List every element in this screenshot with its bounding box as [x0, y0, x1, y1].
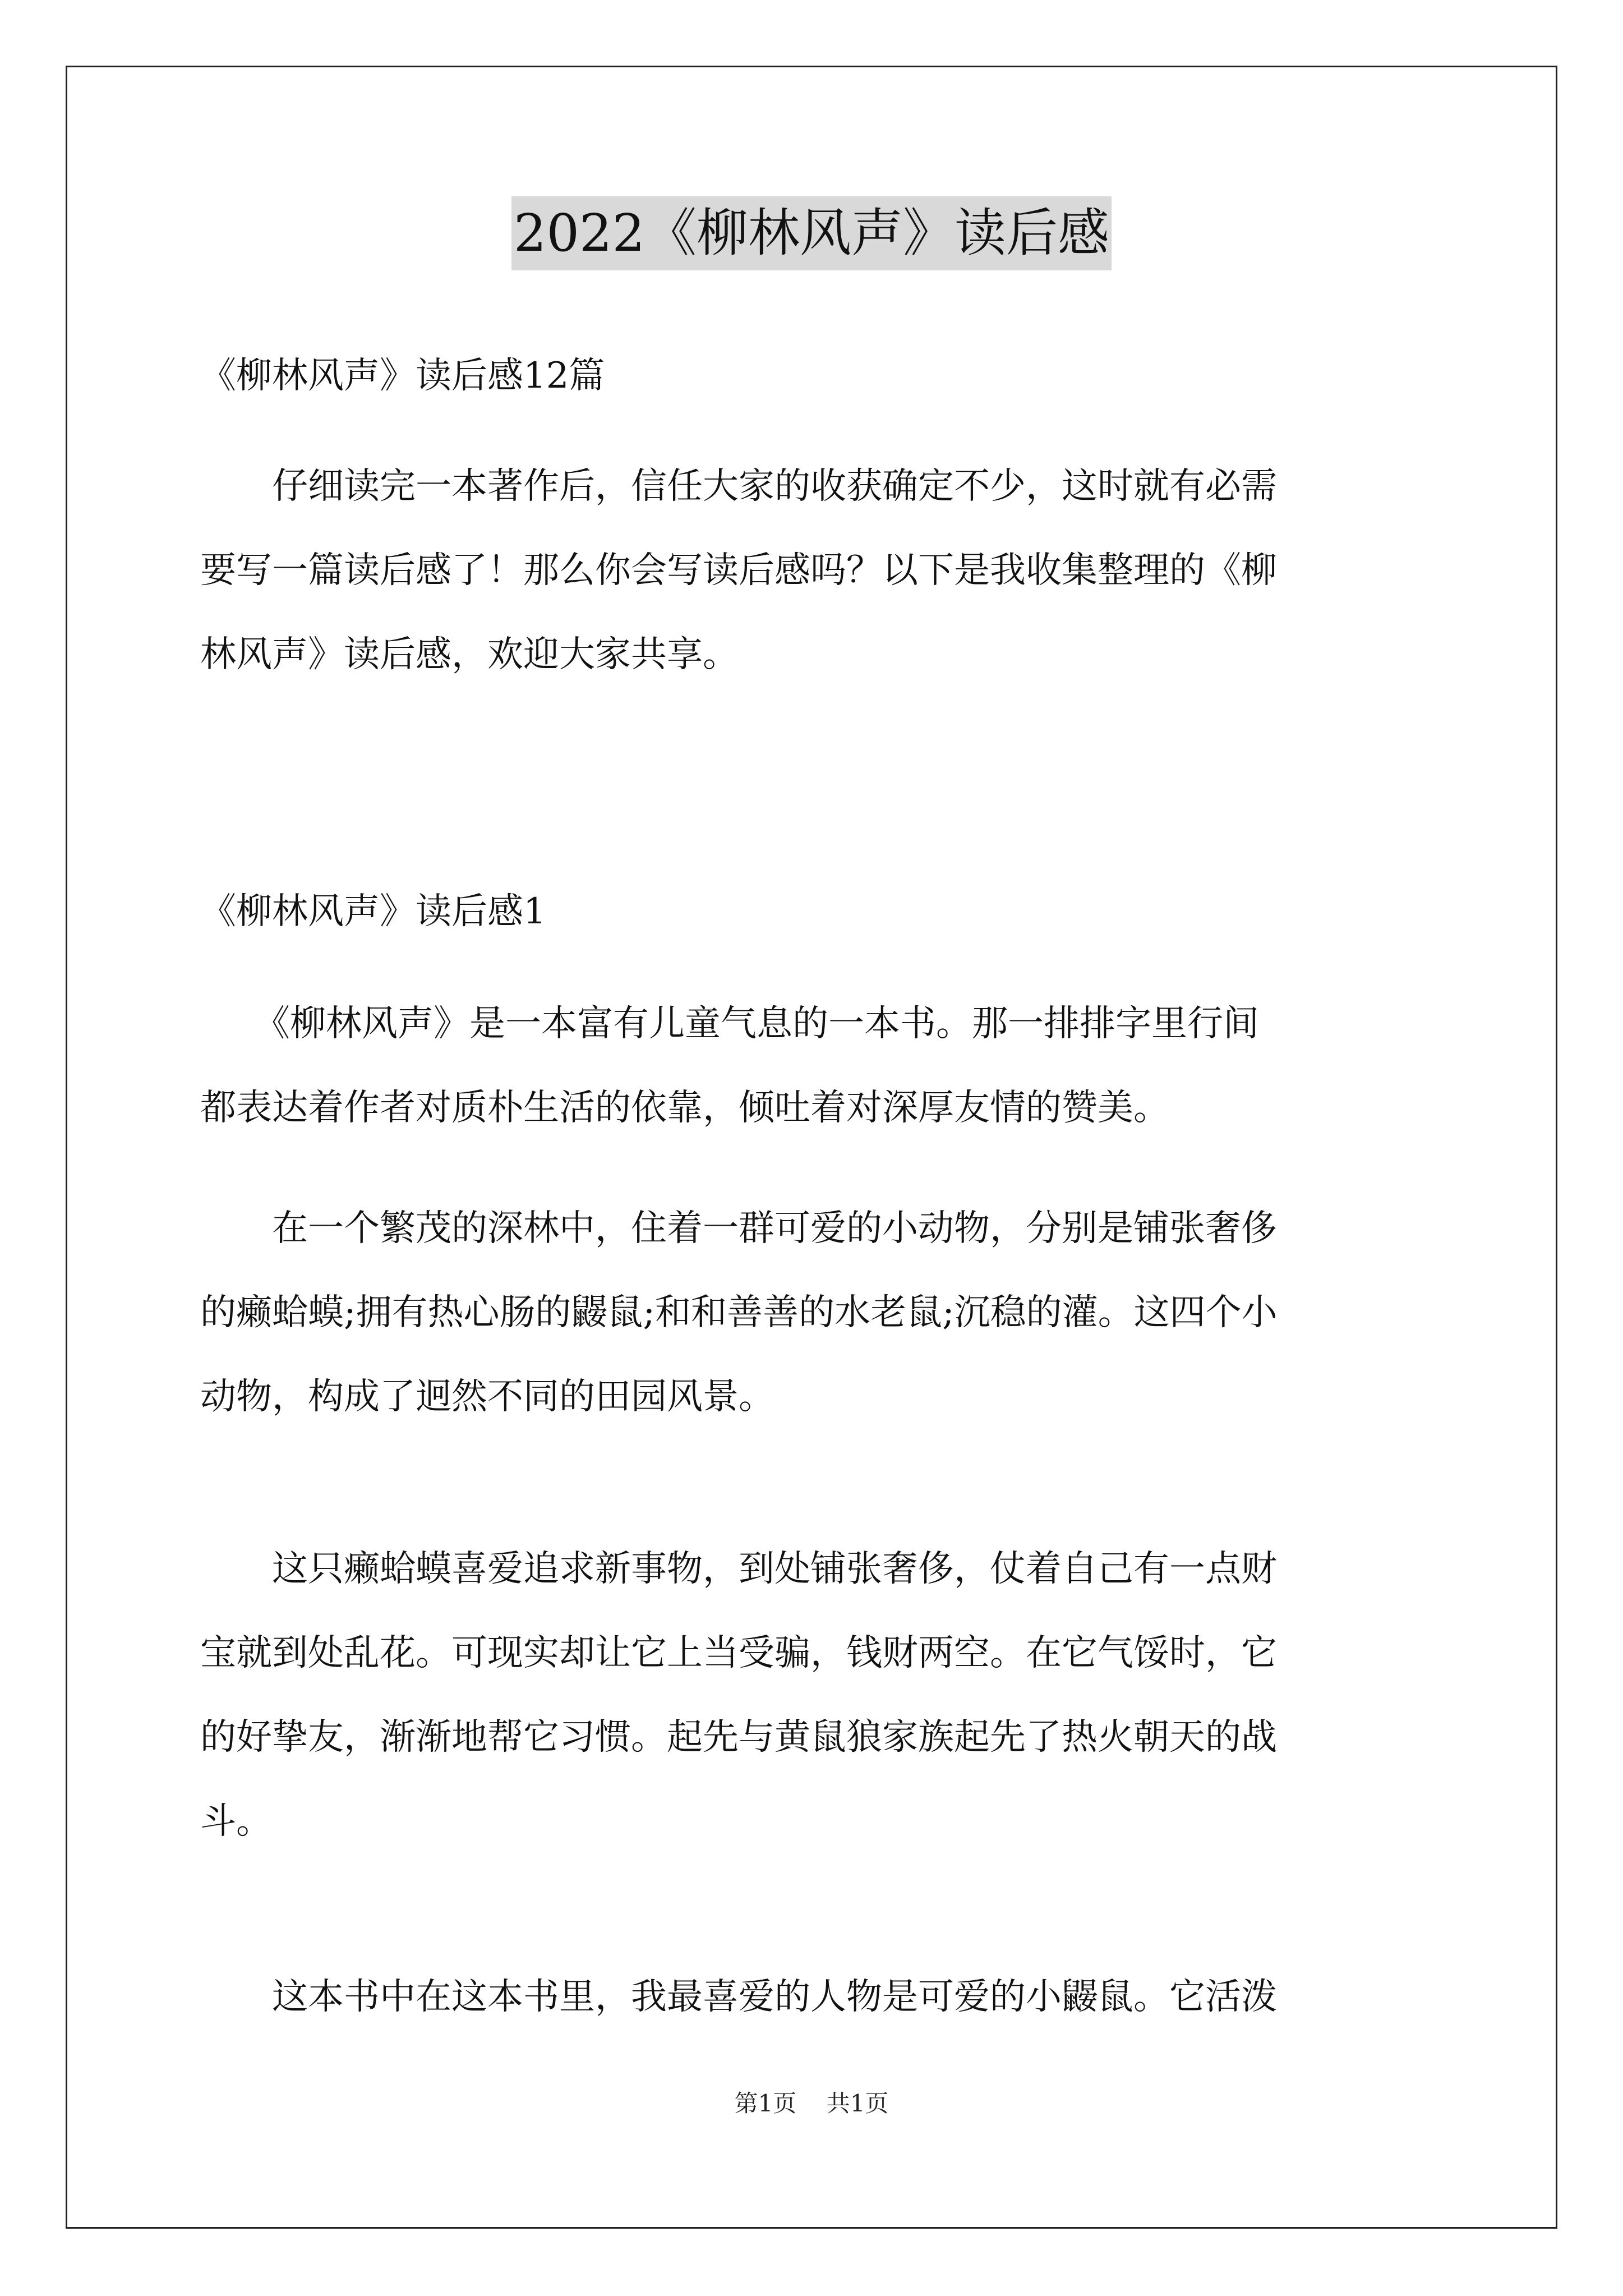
text-line: 斗。: [200, 1801, 272, 1842]
paragraph-4: [200, 1955, 1428, 2039]
paragraph-2: [200, 1186, 1428, 1439]
page-footer: [0, 2087, 1623, 2120]
text-line: 这只癞蛤蟆喜爱追求新事物，到处铺张奢侈，仗着自己有一点财: [200, 1548, 1277, 1590]
title-wrap: [0, 196, 1623, 270]
text-line: 林风声》读后感，欢迎大家共享。: [200, 634, 739, 675]
text-line: 仔细读完一本著作后，信任大家的收获确定不少，这时就有必需: [200, 466, 1277, 507]
text-line: 在一个繁茂的深林中，住着一群可爱的小动物，分别是铺张奢侈: [200, 1208, 1277, 1249]
text-line: 宝就到处乱花。可现实却让它上当受骗，钱财两空。在它气馁时，它: [200, 1632, 1277, 1674]
intro-paragraph: [200, 444, 1428, 697]
paragraph-3: [200, 1527, 1428, 1864]
page-total: 共1页: [826, 2090, 889, 2117]
document-title: 2022《柳林风声》读后感: [511, 196, 1112, 270]
text-line: 的癞蛤蟆;拥有热心肠的鼹鼠;和和善善的水老鼠;沉稳的灌。这四个小: [200, 1292, 1278, 1333]
page-number: 第1页: [734, 2090, 797, 2117]
section-heading: 《柳林风声》读后感1: [200, 891, 546, 932]
text-line: 的好挚友，渐渐地帮它习惯。起先与黄鼠狼家族起先了热火朝天的战: [200, 1717, 1277, 1758]
text-line: 《柳林风声》是一本富有儿童气息的一本书。那一排排字里行间: [200, 1003, 1259, 1045]
paragraph-1: [200, 982, 1428, 1150]
document-subtitle: 《柳林风声》读后感12篇: [200, 355, 605, 397]
text-line: 这本书中在这本书里，我最喜爱的人物是可爱的小鼹鼠。它活泼: [200, 1976, 1277, 2018]
text-line: 都表达着作者对质朴生活的依靠，倾吐着对深厚友情的赞美。: [200, 1087, 1169, 1129]
text-line: 要写一篇读后感了！那么你会写读后感吗？以下是我收集整理的《柳: [200, 550, 1277, 591]
text-line: 动物，构成了迥然不同的田园风景。: [200, 1376, 774, 1418]
